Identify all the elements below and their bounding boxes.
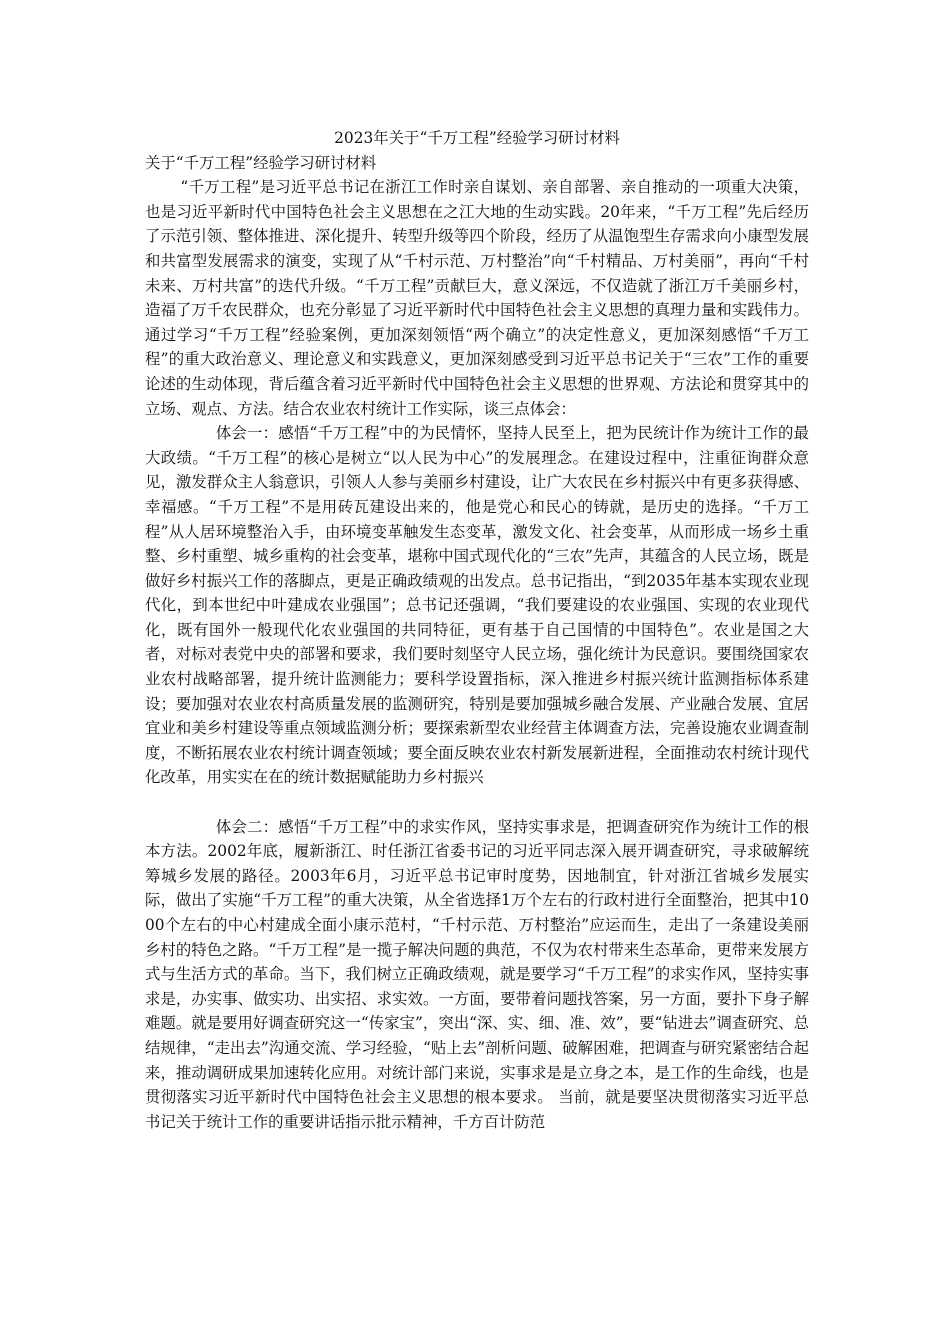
document-body <box>145 126 809 1134</box>
paragraph-insight-one: 体会一：感悟“千万工程”中的为民情怀，坚持人民至上，把为民统计作为统计工作的最大政绩。“千万工程”的核心是树立“以人民为中心”的发展理念。在建设过程中，注重征询群众意见，激发群众主人翁意识，引领人人参与美丽乡村建设，让广大农民在乡村振兴中有更多获得感、幸福感。“千万工程”不是用砖瓦建设出来的，他是党心和民心的铸就，是历史的选择。“千万工程”从人居环境整治入手，由环境变革触发生态变革，激发文化、社会变革，从而形成一场乡土重整、乡村重塑、城乡重构的社会变革，堪称中国式现代化的“三农”先声，其蕴含的人民立场，既是做好乡村振兴工作的落脚点，更是正确政绩观的出发点。总书记指出，“到2035年基本实现农业现代化，到本世纪中叶建成农业强国”；总书记还强调，“我们要建设的农业强国、实现的农业现代化，既有国外一般现代化农业强国的共同特征，更有基于自己国情的中国特色”。农业是国之大者，对标对表党中央的部署和要求，我们要时刻坚守人民立场，强化统计为民意识。要围绕国家农业农村战略部署，提升统计监测能力；要科学设置指标，深入推进乡村振兴统计监测指标体系建设；要加强对农业农村高质量发展的监测研究，特别是要加强城乡融合发展、产业融合发展、宜居宜业和美乡村建设等重点领域监测分析；要探索新型农业经营主体调查方法，完善设施农业调查制度，不断拓展农业农村统计调查领域；要全面反映农业农村新发展新进程，全面推动农村统计现代化改革，用实实在在的统计数据赋能助力乡村振兴 <box>145 424 809 787</box>
document-title: 2023年关于“千万工程”经验学习研讨材料 <box>334 129 620 147</box>
paragraph-intro: “千万工程”是习近平总书记在浙江工作时亲自谋划、亲自部署、亲自推动的一项重大决策，也是习近平新时代中国特色社会主义思想在之江大地的生动实践。20年来，“千万工程”先后经历了示范引领、整体推进、深化提升、转型升级等四个阶段，经历了从温饱型生存需求向小康型发展和共富型发展需求的演变，实现了从“千村示范、万村整治”向“千村精品、万村美丽”，再向“千村未来、万村共富”的迭代升级。“千万工程”贡献巨大，意义深远，不仅造就了浙江万千美丽乡村，造福了万千农民群众，也充分彰显了习近平新时代中国特色社会主义思想的真理力量和实践伟力。通过学习“千万工程”经验案例，更加深刻领悟“两个确立”的决定性意义，更加深刻感悟“千万工程”的重大政治意义、理论意义和实践意义，更加深刻感受到习近平总书记关于“三农”工作的重要论述的生动体现，背后蕴含着习近平新时代中国特色社会主义思想的世界观、方法论和贯穿其中的立场、观点、方法。结合农业农村统计工作实际，谈三点体会： <box>145 178 809 418</box>
paragraph-spacer <box>145 790 809 815</box>
paragraph-insight-two: 体会二：感悟“千万工程”中的求实作风，坚持实事求是，把调查研究作为统计工作的根本方法。2002年底，履新浙江、时任浙江省委书记的习近平同志深入展开调查研究，寻求破解统筹城乡发展的路径。2003年6月，习近平总书记审时度势，因地制宜，针对浙江省城乡发展实际，做出了实施“千万工程”的重大决策，从全省选择1万个左右的行政村进行全面整治，把其中1000个左右的中心村建成全面小康示范村，“千村示范、万村整治”应运而生，走出了一条建设美丽乡村的特色之路。“千万工程”是一揽子解决问题的典范，不仅为农村带来生态革命，更带来发展方式与生活方式的革命。当下，我们树立正确政绩观，就是要学习“千万工程”的求实作风，坚持实事求是，办实事、做实功、出实招、求实效。一方面，要带着问题找答案，另一方面，要扑下身子解难题。就是要用好调查研究这一“传家宝”，突出“深、实、细、准、效”，要“钻进去”调查研究、总结规律，“走出去”沟通交流、学习经验，“贴上去”剖析问题、破解困难，把调查与研究紧密结合起来，推动调研成果加速转化应用。对统计部门来说，实事求是是立身之本，是工作的生命线，也是贯彻落实习近平新时代中国特色社会主义思想的根本要求。 当前，就是要坚决贯彻落实习近平总书记关于统计工作的重要讲话指示批示精神，千方百计防范 <box>145 817 809 1131</box>
document-subtitle: 关于“千万工程”经验学习研讨材料 <box>145 153 377 172</box>
